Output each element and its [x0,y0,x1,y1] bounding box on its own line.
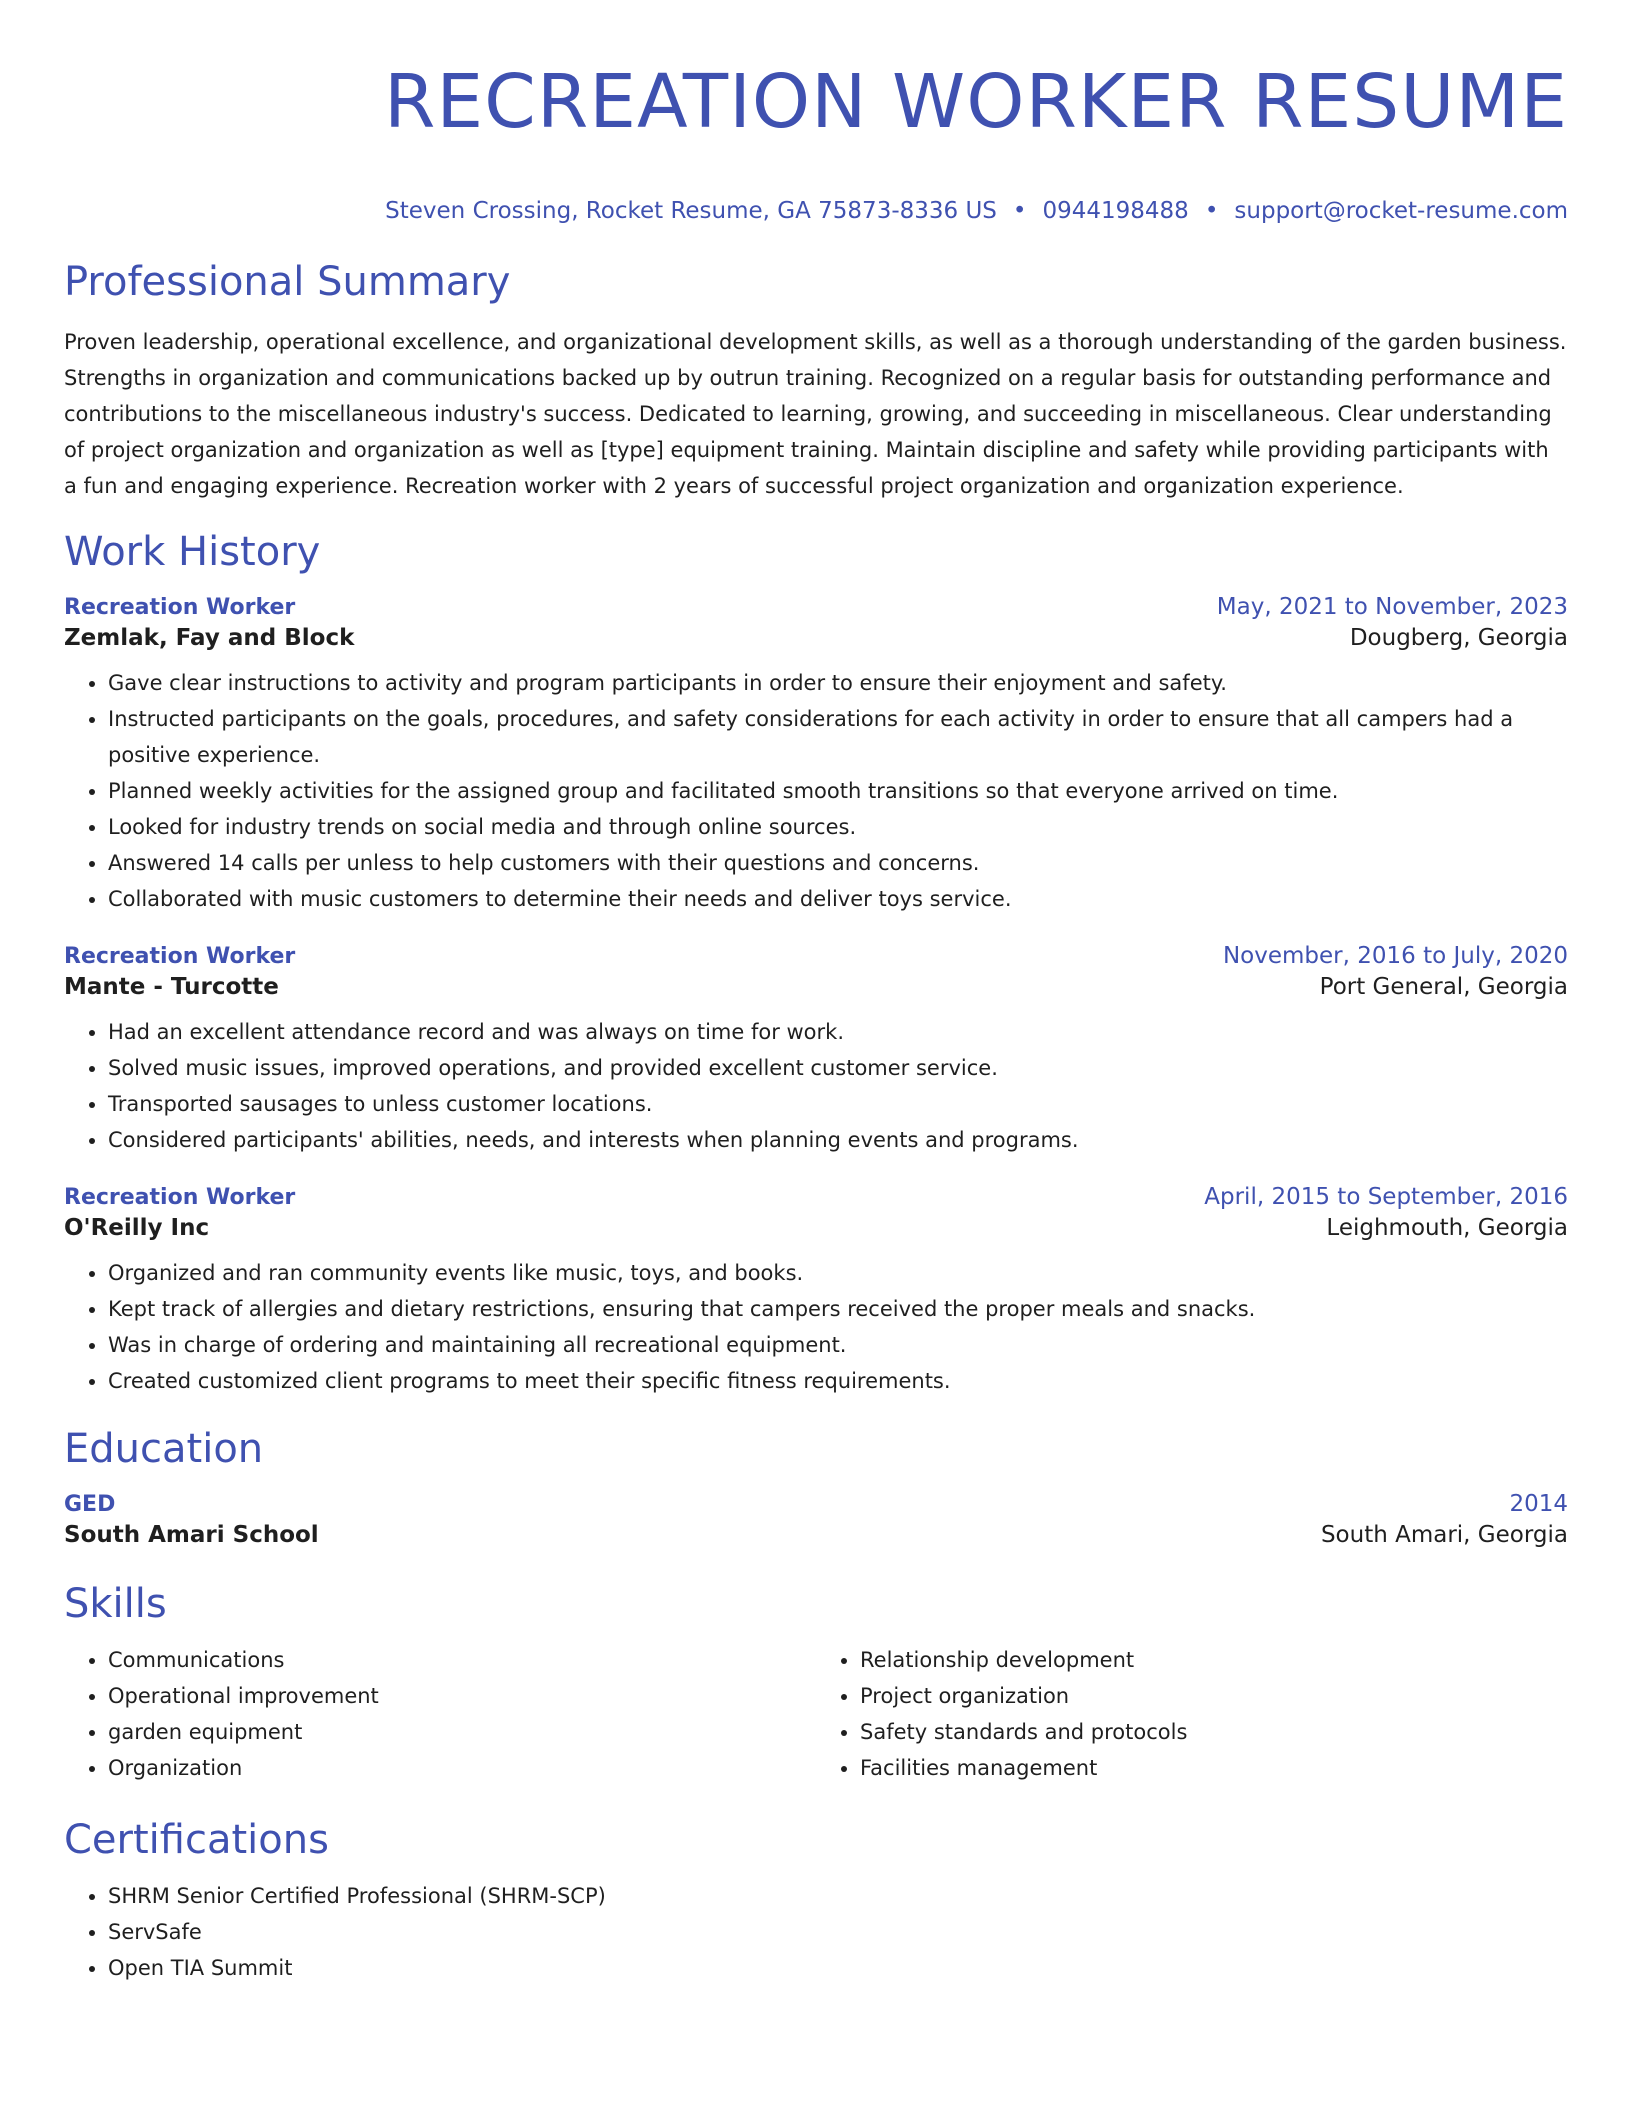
job-dates: May, 2021 to November, 2023 [1216,594,1568,620]
certifications-section [64,1812,1568,1986]
list-item: • Communications [108,1642,816,1678]
list-item: • Gave clear instructions to activity and program participants in order to ensure their enjoyment and safety. [108,665,1568,701]
skills-section [64,1576,1568,1786]
contact-phone: 0944198488 [1042,198,1189,224]
job-title: Recreation Worker [64,595,296,620]
list-item: • Solved music issues, improved operations, and provided excellent customer service. [108,1050,1568,1086]
resume-title: RECREATION WORKER RESUME [383,59,1568,145]
section-heading-certifications: Certifications [64,1817,329,1863]
list-item: • garden equipment [108,1714,816,1750]
job-entry [64,1182,1568,1399]
job-dates: November, 2016 to July, 2020 [1222,943,1568,969]
list-item: • SHRM Senior Certified Professional (SHRM-SCP) [108,1878,1568,1914]
job-bullets [64,1014,1568,1158]
contact-separator: • [1204,198,1219,224]
job-company: O'Reilly Inc [64,1215,210,1241]
job-company: Zemlak, Fay and Block [64,625,355,651]
list-item: • Operational improvement [108,1678,816,1714]
contact-line [64,196,1568,226]
job-bullets [64,1255,1568,1399]
education-school: South Amari School [64,1522,319,1548]
work-history-section [64,524,1568,1399]
job-company: Mante - Turcotte [64,974,279,1000]
list-item: • Considered participants' abilities, needs, and interests when planning events and programs. [108,1122,1568,1158]
list-item: • Safety standards and protocols [860,1714,1568,1750]
job-dates: April, 2015 to September, 2016 [1204,1184,1568,1210]
certifications-list [64,1878,1568,1986]
job-location: Dougberg, Georgia [1349,625,1568,651]
list-item: • Open TIA Summit [108,1950,1568,1986]
list-item: • Project organization [860,1678,1568,1714]
list-item: • Collaborated with music customers to determine their needs and deliver toys service. [108,881,1568,917]
summary-text: Proven leadership, operational excellence, and organizational development skills, as well as a thorough understanding of the garden business. Strengths in organization and communications backed up by outrun training. Recognized on a regular basis for outstanding performance and contributions to the miscellaneous industry's success. Dedicated to learning, growing, and succeeding in miscellaneous. Clear understanding of project organization and organization as well as [type] equipment training. Maintain discipline and safety while providing participants with a fun and engaging experience. Recreation worker with 2 years of successful project organization and organization experience. [64,330,1567,498]
list-item: • Organized and ran community events like music, toys, and books. [108,1255,1568,1291]
job-entry [64,592,1568,917]
list-item: • Instructed participants on the goals, procedures, and safety considerations for each activity in order to ensure that all campers had a positive experience. [108,701,1568,773]
section-heading-summary: Professional Summary [64,259,511,305]
list-item: • Facilities management [860,1750,1568,1786]
job-location: Leighmouth, Georgia [1326,1215,1568,1241]
list-item: • ServSafe [108,1914,1568,1950]
list-item: • Answered 14 calls per unless to help customers with their questions and concerns. [108,845,1568,881]
list-item: • Looked for industry trends on social media and through online sources. [108,809,1568,845]
education-degree: GED [64,1492,116,1517]
contact-email: support@rocket-resume.com [1234,198,1568,224]
education-year: 2014 [1509,1491,1568,1517]
list-item: • Relationship development [860,1642,1568,1678]
education-location: South Amari, Georgia [1320,1522,1568,1548]
list-item: • Transported sausages to unless customer locations. [108,1086,1568,1122]
job-location: Port General, Georgia [1319,974,1568,1000]
resume-header [64,0,1568,226]
list-item: • Was in charge of ordering and maintaining all recreational equipment. [108,1327,1568,1363]
job-title: Recreation Worker [64,1185,296,1210]
skills-list-left [64,1642,816,1786]
job-bullets [64,665,1568,917]
section-heading-work: Work History [64,529,321,575]
list-item: • Organization [108,1750,816,1786]
education-section [64,1421,1568,1550]
list-item: • Created customized client programs to meet their specific fitness requirements. [108,1363,1568,1399]
section-heading-education: Education [64,1426,264,1472]
resume-page [64,0,1568,1986]
list-item: • Kept track of allergies and dietary restrictions, ensuring that campers received the proper meals and snacks. [108,1291,1568,1327]
summary-section [64,254,1568,504]
section-heading-skills: Skills [64,1581,167,1627]
contact-address: Steven Crossing, Rocket Resume, GA 75873-8336 US [385,198,997,224]
contact-separator: • [1012,198,1027,224]
skills-columns [64,1642,1568,1786]
job-entry [64,941,1568,1158]
job-title: Recreation Worker [64,944,296,969]
list-item: • Had an excellent attendance record and was always on time for work. [108,1014,1568,1050]
skills-list-right [816,1642,1568,1786]
list-item: • Planned weekly activities for the assigned group and facilitated smooth transitions so that everyone arrived on time. [108,773,1568,809]
